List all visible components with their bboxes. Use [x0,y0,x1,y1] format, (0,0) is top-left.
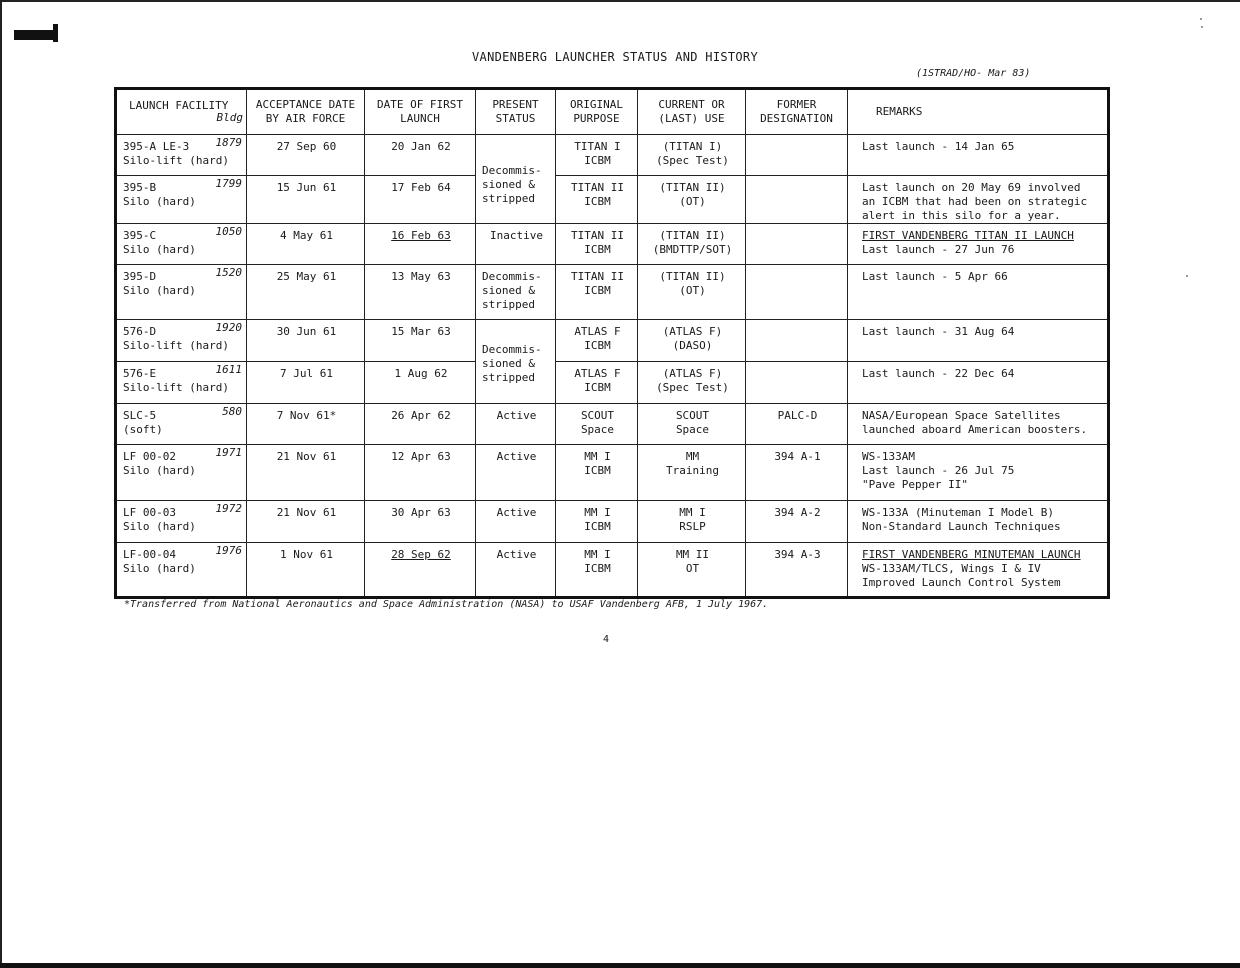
header-bldg: Bldg [216,111,243,124]
cell-original-purpose: TITAN II ICBM [556,265,638,320]
cell-current-use: (TITAN II) (OT) [638,265,746,320]
cell-first-launch: 26 Apr 62 [365,404,476,445]
cell-acceptance: 27 Sep 60 [247,135,365,176]
page-top-border [0,0,1240,2]
cell-status: Active [476,445,556,501]
cell-facility: 1050 395-C Silo (hard) [116,224,247,265]
cell-former-designation: 394 A-2 [746,501,848,543]
cell-current-use: (TITAN I) (Spec Test) [638,135,746,176]
cell-original-purpose: SCOUT Space [556,404,638,445]
scan-mark [14,30,57,40]
cell-current-use: MM II OT [638,543,746,598]
cell-current-use: MM I RSLP [638,501,746,543]
document-reference: (1STRAD/HO- Mar 83) [916,68,1031,79]
document-title: VANDENBERG LAUNCHER STATUS AND HISTORY [472,50,758,64]
scan-speck [1201,26,1203,28]
cell-remarks: NASA/European Space Satellites launched aboard American boosters. [848,404,1109,445]
table-row [116,224,1109,265]
cell-former-designation: PALC-D [746,404,848,445]
cell-original-purpose: MM I ICBM [556,501,638,543]
cell-status: Active [476,501,556,543]
header-remarks: REMARKS [848,89,1109,135]
cell-current-use: (ATLAS F) (Spec Test) [638,362,746,404]
cell-former-designation [746,135,848,176]
cell-facility: 1520 395-D Silo (hard) [116,265,247,320]
cell-original-purpose: TITAN I ICBM [556,135,638,176]
table-row [116,135,1109,176]
cell-facility: 1972 LF 00-03 Silo (hard) [116,501,247,543]
cell-status: Active [476,404,556,445]
cell-acceptance: 21 Nov 61 [247,501,365,543]
cell-current-use: MM Training [638,445,746,501]
cell-current-use: (TITAN II) (BMDTTP/SOT) [638,224,746,265]
cell-facility: 1879 395-A LE-3 Silo-lift (hard) [116,135,247,176]
header-first-launch: DATE OF FIRST LAUNCH [365,89,476,135]
cell-status: Active [476,543,556,598]
cell-original-purpose: MM I ICBM [556,543,638,598]
table-row [116,543,1109,598]
cell-current-use: SCOUT Space [638,404,746,445]
cell-remarks: Last launch - 14 Jan 65 [848,135,1109,176]
cell-first-launch: 30 Apr 63 [365,501,476,543]
header-launch-facility: LAUNCH FACILITY Bldg [116,89,247,135]
cell-first-launch: 20 Jan 62 [365,135,476,176]
scan-mark-tick [53,24,58,42]
page-number: 4 [603,634,610,645]
cell-current-use: (ATLAS F) (DASO) [638,320,746,362]
cell-former-designation [746,320,848,362]
table-row [116,404,1109,445]
table-row [116,445,1109,501]
cell-remarks: Last launch - 31 Aug 64 [848,320,1109,362]
cell-acceptance: 7 Jul 61 [247,362,365,404]
cell-status: Decommis- sioned & stripped [476,265,556,320]
cell-first-launch: 12 Apr 63 [365,445,476,501]
cell-remarks: WS-133A (Minuteman I Model B) Non-Standard Launch Techniques [848,501,1109,543]
cell-facility: 1976 LF-00-04 Silo (hard) [116,543,247,598]
cell-acceptance: 30 Jun 61 [247,320,365,362]
cell-facility: 1971 LF 00-02 Silo (hard) [116,445,247,501]
table-row [116,501,1109,543]
cell-facility: 1611 576-E Silo-lift (hard) [116,362,247,404]
cell-remarks: FIRST VANDENBERG MINUTEMAN LAUNCH WS-133AM/TLCS, Wings I & IV Improved Launch Control System [848,543,1109,598]
cell-original-purpose: ATLAS F ICBM [556,362,638,404]
footnote: *Transferred from National Aeronautics and Space Administration (NASA) to USAF Vandenberg AFB, 1 July 1967. [124,599,769,610]
header-former-designation: FORMER DESIGNATION [746,89,848,135]
cell-acceptance: 15 Jun 61 [247,176,365,224]
cell-original-purpose: ATLAS F ICBM [556,320,638,362]
cell-former-designation [746,265,848,320]
page-bottom-border [0,963,1240,968]
page-left-border [0,0,2,968]
cell-former-designation: 394 A-1 [746,445,848,501]
header-current-use: CURRENT OR (LAST) USE [638,89,746,135]
cell-original-purpose: MM I ICBM [556,445,638,501]
cell-remarks: WS-133AM Last launch - 26 Jul 75 "Pave Pepper II" [848,445,1109,501]
launcher-status-table [114,87,1110,599]
cell-current-use: (TITAN II) (OT) [638,176,746,224]
cell-facility: 580 SLC-5 (soft) [116,404,247,445]
cell-status: Inactive [476,224,556,265]
cell-remarks: Last launch - 5 Apr 66 [848,265,1109,320]
cell-acceptance: 21 Nov 61 [247,445,365,501]
table-row [116,320,1109,362]
header-original-purpose: ORIGINAL PURPOSE [556,89,638,135]
cell-original-purpose: TITAN II ICBM [556,224,638,265]
scan-speck [1200,18,1202,20]
header-present-status: PRESENT STATUS [476,89,556,135]
cell-first-launch: 17 Feb 64 [365,176,476,224]
scan-speck [1186,275,1188,277]
cell-acceptance: 7 Nov 61* [247,404,365,445]
cell-acceptance: 4 May 61 [247,224,365,265]
cell-former-designation [746,224,848,265]
cell-former-designation [746,176,848,224]
cell-acceptance: 1 Nov 61 [247,543,365,598]
cell-first-launch: 28 Sep 62 [365,543,476,598]
cell-remarks: FIRST VANDENBERG TITAN II LAUNCH Last launch - 27 Jun 76 [848,224,1109,265]
cell-first-launch: 13 May 63 [365,265,476,320]
cell-status-merged: Decommis- sioned & stripped [476,135,556,224]
table-row [116,265,1109,320]
cell-acceptance: 25 May 61 [247,265,365,320]
cell-facility: 1920 576-D Silo-lift (hard) [116,320,247,362]
cell-first-launch: 16 Feb 63 [365,224,476,265]
table-header-row [116,89,1109,135]
cell-former-designation [746,362,848,404]
cell-first-launch: 15 Mar 63 [365,320,476,362]
cell-remarks: Last launch - 22 Dec 64 [848,362,1109,404]
cell-status-merged: Decommis- sioned & stripped [476,320,556,404]
cell-first-launch: 1 Aug 62 [365,362,476,404]
header-acceptance-date: ACCEPTANCE DATE BY AIR FORCE [247,89,365,135]
cell-remarks: Last launch on 20 May 69 involved an ICBM that had been on strategic alert in this silo for a year. [848,176,1109,224]
table-row [116,362,1109,404]
table-row [116,176,1109,224]
cell-former-designation: 394 A-3 [746,543,848,598]
cell-original-purpose: TITAN II ICBM [556,176,638,224]
cell-facility: 1799 395-B Silo (hard) [116,176,247,224]
